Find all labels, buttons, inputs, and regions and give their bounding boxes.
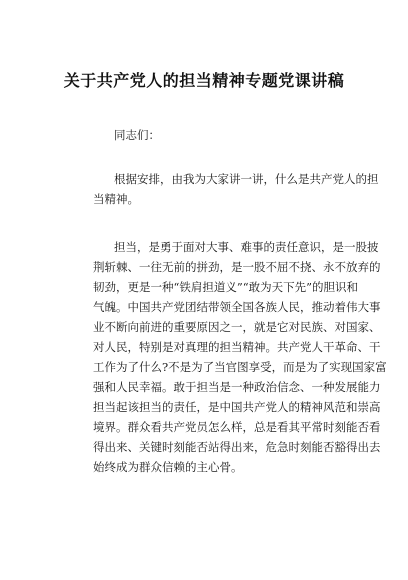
paragraph-line: 气魄。中国共产党团结带领全国各族人民，推动着伟大事: [93, 300, 381, 314]
paragraph-line: 强和人民幸福。敢于担当是一种政治信念、一种发展能力: [93, 380, 381, 394]
paragraph-line: 得出来、关键时刻能否站得出来，危急时刻能否豁得出去: [93, 440, 381, 454]
paragraph-line: 境界。群众看共产党员怎么样，总是看其平常时刻能否看: [93, 420, 381, 434]
paragraph-line: 担当，是勇于面对大事、难事的责任意识，是一股披: [114, 240, 379, 254]
paragraph-line: 担当起该担当的责任，是中国共产党人的精神风范和崇高: [93, 400, 381, 414]
salutation: 同志们：: [114, 128, 160, 142]
paragraph-line: 根据安排，由我为大家讲一讲，什么是共产党人的担: [114, 172, 379, 186]
paragraph-line: 韧劲，更是一种“铁肩担道义”“敢为天下先”的胆识和: [93, 280, 359, 294]
paragraph-line: 荆斩棘、一往无前的拼劲，是一股不屈不挠、永不放弃的: [93, 260, 381, 274]
paragraph-line: 工作为了什么?不是为了当官图享受，而是为了实现国家富: [93, 360, 387, 374]
paragraph-line: 当精神。: [93, 192, 139, 206]
paragraph-line: 对人民，特别是对真理的担当精神。共产党人干革命、干: [93, 340, 381, 354]
paragraph-line: 始终成为群众信赖的主心骨。: [93, 460, 243, 474]
paragraph-line: 业不断向前进的重要原因之一，就是它对民族、对国家、: [93, 320, 381, 334]
document-title: 关于共产党人的担当精神专题党课讲稿: [63, 71, 345, 90]
